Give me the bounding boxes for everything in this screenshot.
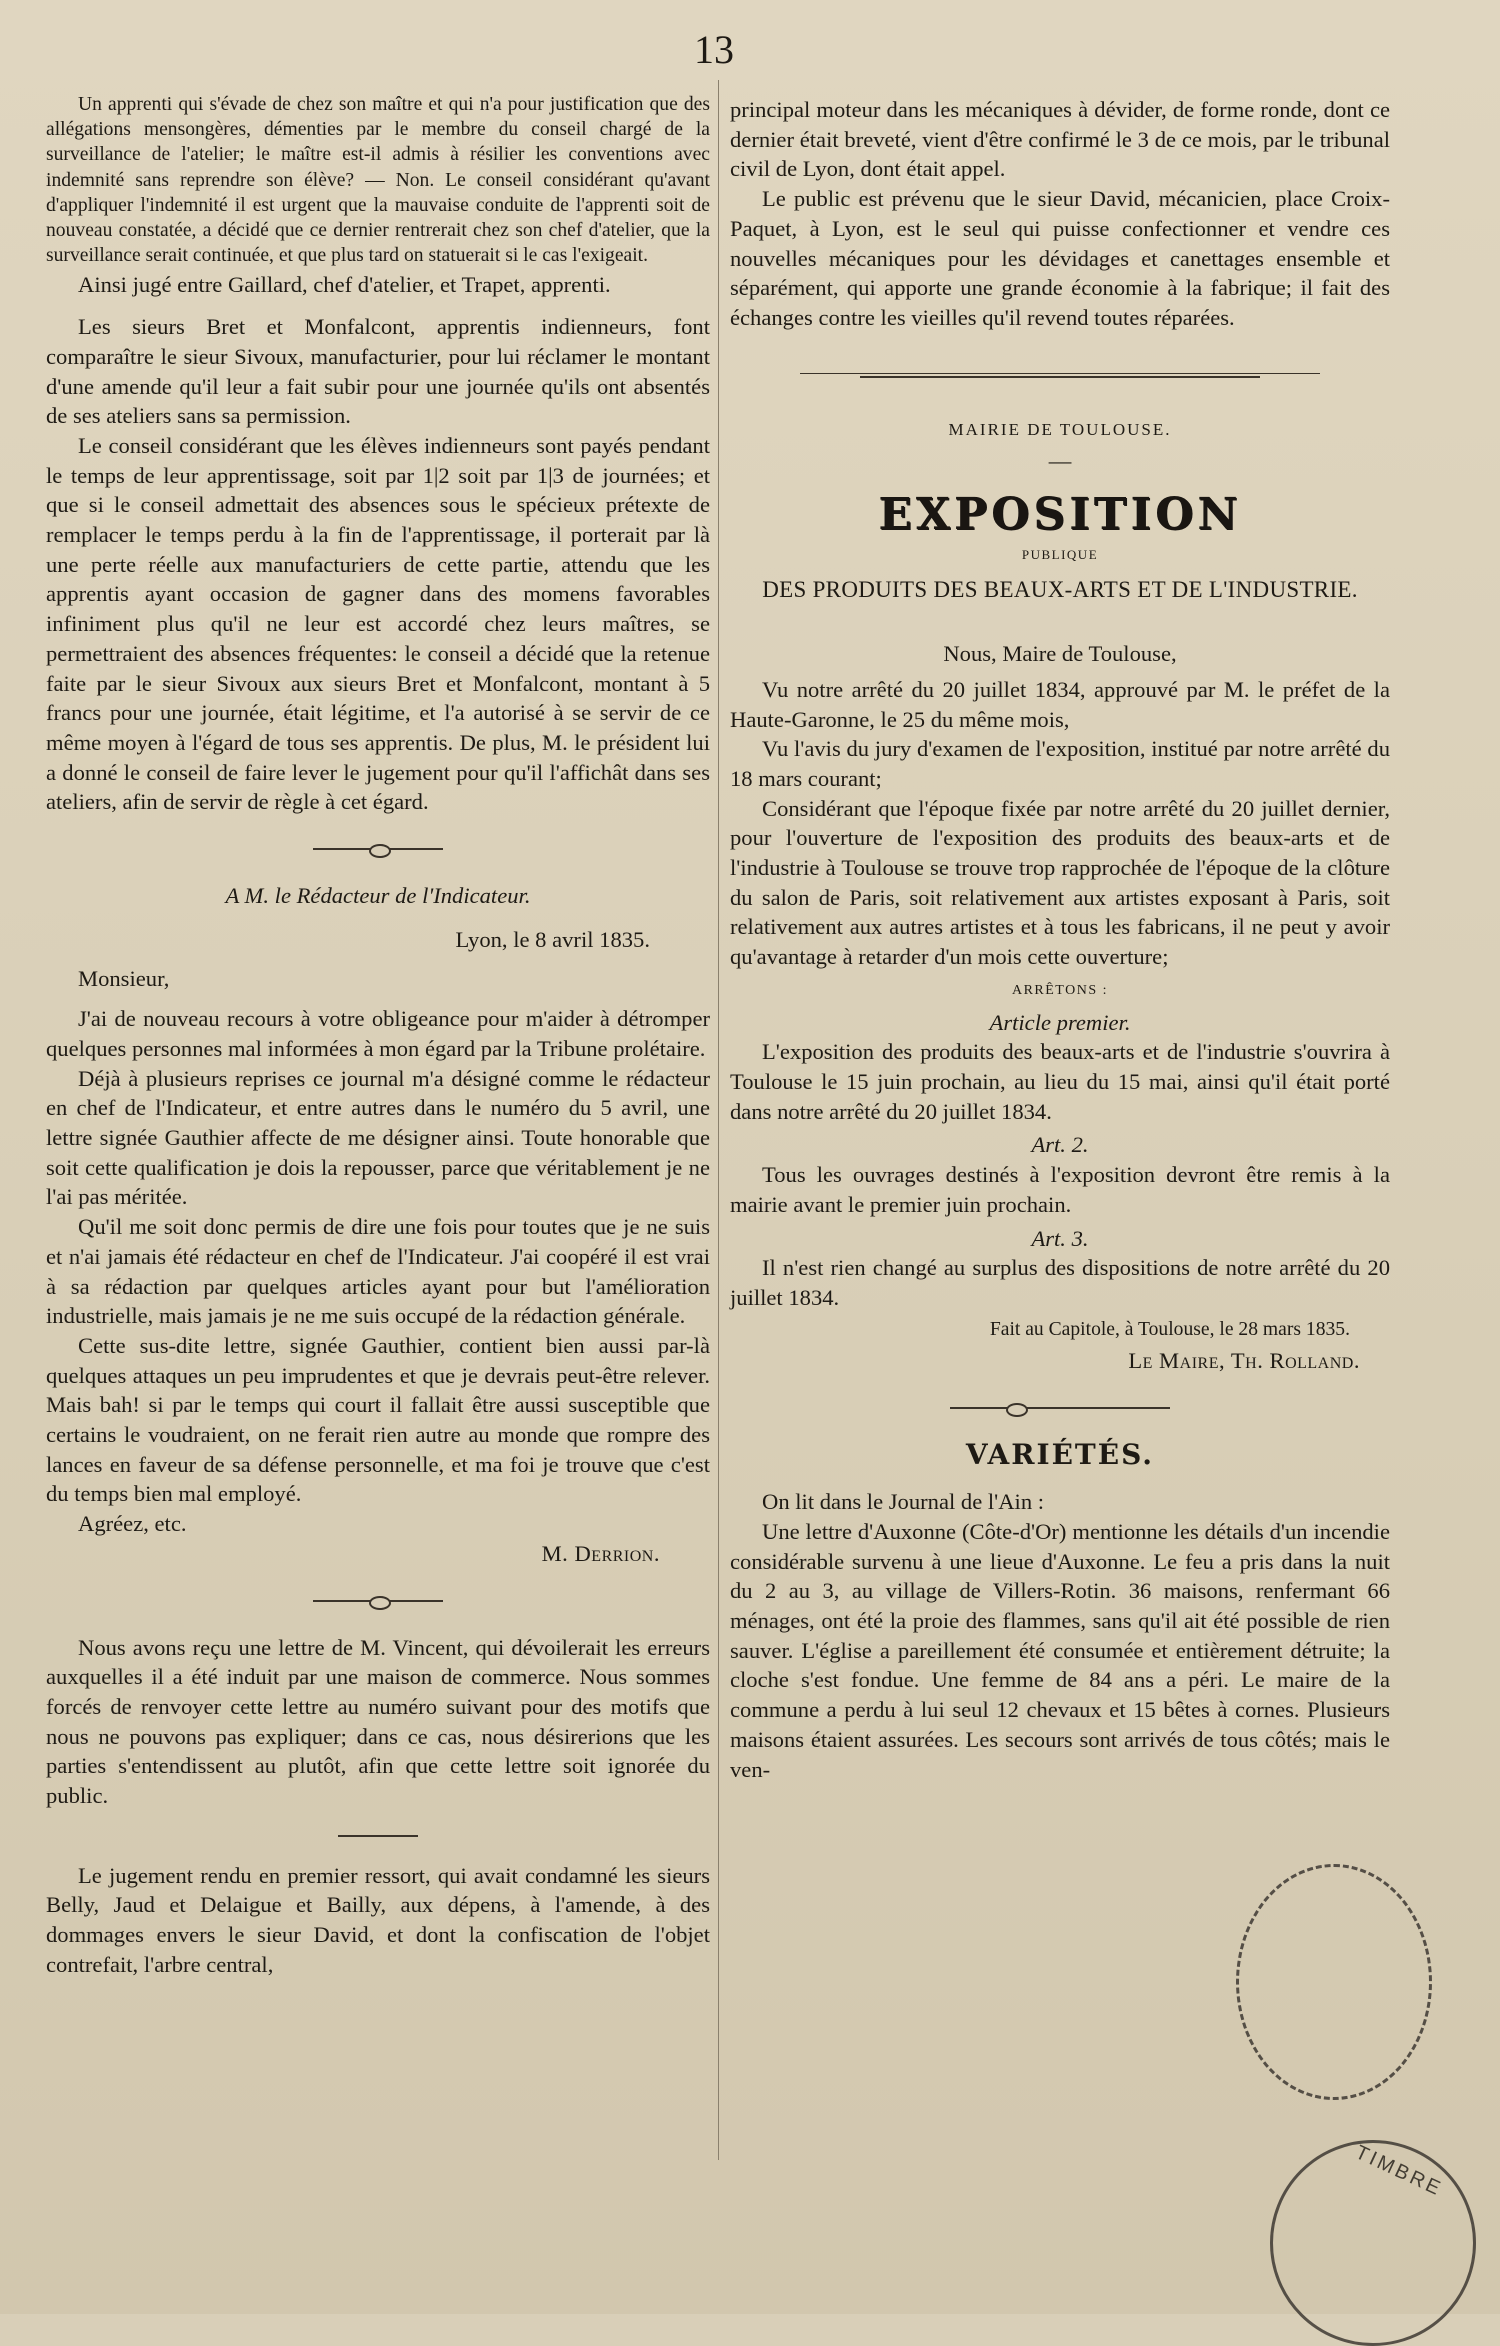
paragraph-jugement: Le jugement rendu en premier ressort, qui avait condamné les sieurs Belly, Jaud et Delaigue et Bailly, aux dépens, à l'amende, à des dommages envers le sieur David, et dont la confiscation de l'objet contrefait, l'arbre central,: [46, 1862, 710, 1977]
rule-divider: [338, 1835, 418, 1837]
letter-paragraph-4: Cette sus-dite lettre, signée Gauthier, contient bien aussi par-là quelques attaques un peu imprudentes et que je devrais peut-être relever. Mais bah! si par le temps qui court il fallait être aussi susceptible que certains le voudraient, on ne ferait rien autre au monde que rompre des lances en faveur de sa défense personnelle, et ma foi je trouve que c'est du temps bien mal employé.: [46, 1332, 710, 1507]
paragraph-auxonne: Une lettre d'Auxonne (Côte-d'Or) mentionne les détails d'un incendie considérable survenu à une lieue d'Auxonne. Le feu a pris dans la nuit du 2 au 3, au village de Villers-Rotin. 36 maisons, renfermant 66 ménages, ont été la proie des flammes, sans qu'il ait été possible de rien sauver. L'église a pareillement été consumée et entièrement détruite; la cloche s'est fondue. Une femme de 84 ans a péri. Le maire de la commune a perdu à lui seul 12 chevaux et 15 bêtes à cornes. Plusieurs maisons étaient assurées. Les secours sont arrivés de tous côtés; mais le ven-: [730, 1518, 1390, 1782]
letter-heading: A M. le Rédacteur de l'Indicateur.: [225, 883, 531, 909]
considerant: Considérant que l'époque fixée par notre arrêté du 20 juillet dernier, pour l'ouverture de l'exposition des produits des beaux-arts et de l'industrie à Toulouse se trouve trop rapprochée de l'époque de la clôture du salon de Paris, soit relativement aux artistes exposant à Paris, soit relativement aux autres artistes et à tous les fabricans, il ne peut y avoir qu'avantage à retarder d'un mois cette ouverture;: [730, 795, 1390, 970]
journal-de-lain: On lit dans le Journal de l'Ain :: [762, 1489, 1045, 1515]
fait-au-capitole: Fait au Capitole, à Toulouse, le 28 mars 1835.: [989, 1318, 1350, 1340]
arretons-heading: ARRÊTONS :: [1011, 982, 1109, 998]
ornament-divider: [313, 843, 443, 855]
column-divider: [718, 80, 719, 2160]
paragraph-moteur: principal moteur dans les mécaniques à dévider, de forme ronde, dont ce dernier était breveté, vient d'être confirmé le 3 de ce mois, par le tribunal civil de Lyon, dont était appel.: [730, 97, 1390, 182]
left-column: [46, 92, 710, 1980]
timbre-stamp-text: TIMBRE: [1351, 2141, 1447, 2201]
paragraph-david: Le public est prévenu que le sieur David, mécanicien, place Croix-Paquet, à Lyon, est le seul qui puisse confectionner et vendre ces nouvelles mécaniques pour les dévidages et canettages ensemble et séparément, qui apporte une grande économie à la fabrique; il fait des échanges contre les vieilles qu'il revend toutes réparées.: [730, 186, 1390, 330]
produits-subtitle: DES PRODUITS DES BEAUX-ARTS ET DE L'INDUSTRIE.: [762, 577, 1358, 603]
article-3-text: Il n'est rien changé au surplus des dispositions de notre arrêté du 20 juillet 1834.: [730, 1255, 1390, 1310]
mairie-heading: MAIRIE DE TOULOUSE.: [948, 419, 1172, 439]
mairie-dash: —: [1048, 448, 1072, 474]
maire-signature: Le Maire, Th. Rolland.: [1128, 1347, 1360, 1373]
tax-stamp-mark: [1236, 1864, 1432, 2100]
varietes-heading: VARIÉTÉS.: [965, 1437, 1155, 1471]
letter-paragraph-3: Qu'il me soit donc permis de dire une fois pour toutes que je ne suis et n'ai jamais été rédacteur en chef de l'Indicateur. J'ai coopéré il est vrai à sa rédaction par quelques articles ayant pour but l'amélioration industrielle, mais jamais je ne me suis occupé de la rédaction générale.: [46, 1214, 710, 1329]
vu-arrete: Vu notre arrêté du 20 juillet 1834, approuvé par M. le préfet de la Haute-Garonne, le 25 du même mois,: [730, 676, 1390, 732]
article-2-title: Art. 2.: [1031, 1132, 1089, 1158]
ornament-divider: [950, 1402, 1170, 1414]
publique-subtitle: PUBLIQUE: [1021, 546, 1099, 562]
vu-avis: Vu l'avis du jury d'examen de l'exposition, institué par notre arrêté du 18 mars courant;: [730, 736, 1390, 791]
letter-closing: Agréez, etc.: [78, 1511, 187, 1537]
letter-paragraph-1: J'ai de nouveau recours à votre obligeance pour m'aider à détromper quelques personnes mal informées à mon égard par la Tribune prolétaire.: [46, 1006, 710, 1061]
ornament-divider: [313, 1595, 443, 1607]
article-1-title: Article premier.: [989, 1009, 1131, 1035]
article-2-text: Tous les ouvrages destinés à l'exposition devront être remis à la mairie avant le premier juin prochain.: [730, 1162, 1390, 1217]
paragraph-vincent: Nous avons reçu une lettre de M. Vincent, qui dévoilerait les erreurs auxquelles il a été induit par une maison de commerce. Nous sommes forcés de renvoyer cette lettre au numéro suivant pour des motifs que nous ne pouvons pas expliquer; dans ce cas, nous désirerions que les parties s'entendissent au plutôt, afin que cette lettre soit ignorée du public.: [46, 1634, 710, 1809]
paragraph-bret: Les sieurs Bret et Monfalcont, apprentis indienneurs, font comparaître le sieur Sivoux, manufacturier, pour lui réclamer le montant d'une amende qu'il leur a fait subir pour une journée qu'ils ont absentés de ses ateliers sans sa permission.: [46, 314, 710, 429]
nous-maire: Nous, Maire de Toulouse,: [943, 641, 1177, 667]
section-divider: [800, 373, 1320, 377]
right-column: [730, 95, 1390, 1784]
exposition-title: EXPOSITION: [878, 489, 1242, 541]
article-3-title: Art. 3.: [1031, 1225, 1089, 1251]
page-number: 13: [694, 27, 734, 72]
paragraph-apprenti: Un apprenti qui s'évade de chez son maître et qui n'a pour justification que des allégations mensongères, démenties par le membre du conseil chargé de la surveillance de l'atelier; le maître est-il admis à résilier les conventions avec indemnité sans reprendre son élève? — Non. Le conseil considérant qu'avant d'appliquer l'indemnité il est urgent que la mauvaise conduite de l'apprenti soit de nouveau constatée, a décidé que ce dernier rentrerait chez son chef d'atelier, que la surveillance serait continuée, et que plus tard on statuerait si le cas l'exigeait.: [46, 94, 710, 267]
paragraph-conseil: Le conseil considérant que les élèves indienneurs sont payés pendant le temps de leur apprentissage, soit par 1|2 soit par 1|3 de journées; et que si le conseil admettait des absences sous le spécieux prétexte de remplacer le temps perdu à la fin de l'apprentissage, il porterait par là une perte réelle aux manufacturiers de cette partie, attendu que les apprentis ayant occasion de gagner dans des momens favorables infiniment plus qu'il ne leur est accordé chez leurs maîtres, se permettraient des absences fréquentes: le conseil a décidé que la retenue faite par le sieur Sivoux aux sieurs Bret et Monfalcont, montant à 5 francs pour une journée, était légitime, et l'a autorisé à se servir de ce même moyen à l'égard de tous ses apprentis. De plus, M. le président lui a donné le conseil de faire lever le jugement pour qu'il l'affichât dans ses ateliers, afin de servir de règle à cet égard.: [46, 432, 710, 815]
salutation: Monsieur,: [78, 966, 170, 992]
letter-date: Lyon, le 8 avril 1835.: [455, 926, 650, 952]
letter-signature: M. Derrion.: [541, 1540, 660, 1566]
paragraph-judgement: Ainsi jugé entre Gaillard, chef d'atelier, et Trapet, apprenti.: [78, 272, 611, 298]
article-1-text: L'exposition des produits des beaux-arts et de l'industrie s'ouvrira à Toulouse le 15 juin prochain, au lieu du 15 mai, ainsi qu'il était porté dans notre arrêté du 20 juillet 1834.: [730, 1039, 1390, 1124]
letter-paragraph-2: Déjà à plusieurs reprises ce journal m'a désigné comme le rédacteur en chef de l'Indicateur, et entre autres dans le numéro du 5 avril, une lettre signée Gauthier affecte de me désigner ainsi. Toute honorable que soit cette qualification je dois la repousser, parce que véritablement je ne l'ai pas méritée.: [46, 1065, 710, 1210]
